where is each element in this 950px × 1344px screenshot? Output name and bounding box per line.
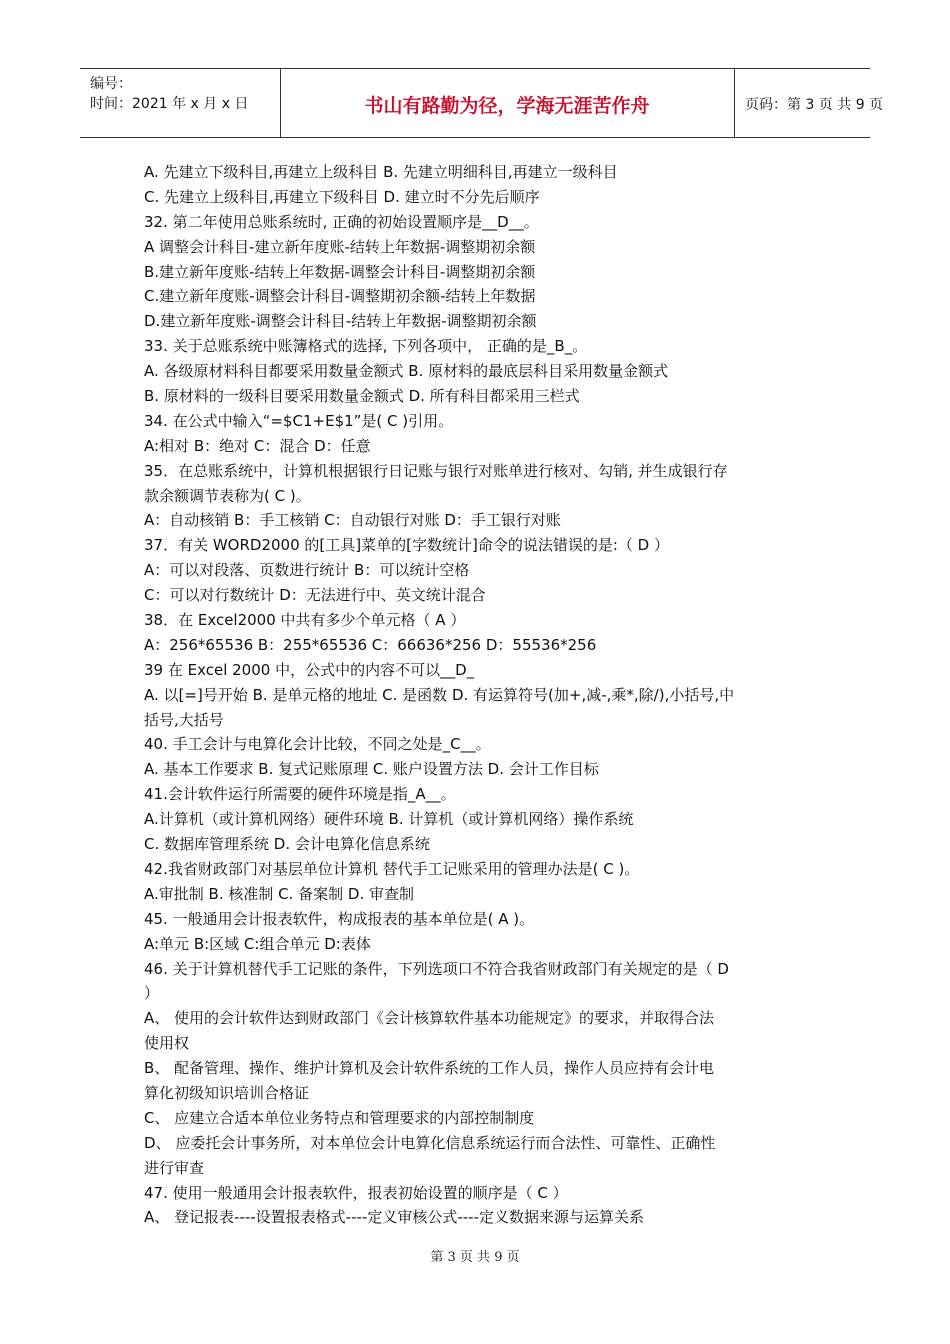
text-line: C：可以对行数统计 D：无法进行中、英文统计混合 xyxy=(144,586,486,605)
question-38: 38．在 Excel2000 中共有多少个单元格（ A ） xyxy=(144,611,466,630)
text-line: 括号,大括号 xyxy=(144,710,224,729)
header-motto-cell xyxy=(280,69,735,137)
document-body xyxy=(144,160,824,1230)
text-line: B. 原材料的一级科目要采用数量金额式 D. 所有科目都采用三栏式 xyxy=(144,387,580,406)
question-40: 40. 手工会计与电算化会计比较，不同之处是_C__。 xyxy=(144,735,491,754)
text-line: A：256*65536 B：255*65536 C：66636*256 D：55536*256 xyxy=(144,635,597,654)
document-number-label: 编号： xyxy=(90,76,132,92)
page-header xyxy=(80,68,884,138)
text-line: A 调整会计科目-建立新年度账-结转上年数据-调整期初余额 xyxy=(144,237,536,256)
text-line: C. 数据库管理系统 D. 会计电算化信息系统 xyxy=(144,835,430,854)
question-47: 47. 使用一般通用会计报表软件，报表初始设置的顺序是（ C ） xyxy=(144,1183,568,1202)
question-32: 32. 第二年使用总账系统时, 正确的初始设置顺序是__D__。 xyxy=(144,212,539,231)
header-left-cell xyxy=(80,69,281,137)
text-line: A. 以[=]号开始 B. 是单元格的地址 C. 是函数 D. 有运算符号(加+,减-,乘*,除/),小括号,中 xyxy=(144,685,735,704)
text-line: C. 先建立上级科目,再建立下级科目 D. 建立时不分先后顺序 xyxy=(144,187,540,206)
text-line: A. 各级原材料科目都要采用数量金额式 B. 原材料的最底层科目采用数量金额式 xyxy=(144,362,669,381)
text-line: C、 应建立合适本单位业务特点和管理要求的内部控制制度 xyxy=(144,1108,535,1127)
question-45: 45. 一般通用会计报表软件，构成报表的基本单位是( A )。 xyxy=(144,909,535,928)
header-motto: 书山有路勤为径，学海无涯苦作舟 xyxy=(364,95,650,117)
text-line: A.计算机（或计算机网络）硬件环境 B. 计算机（或计算机网络）操作系统 xyxy=(144,810,634,829)
text-line: A.审批制 B. 核准制 C. 备案制 D. 审查制 xyxy=(144,884,414,903)
question-39: 39 在 Excel 2000 中，公式中的内容不可以__D_ xyxy=(144,660,475,679)
question-42: 42.我省财政部门对基层单位计算机 替代手工记账采用的管理办法是( C )。 xyxy=(144,859,640,878)
text-line: A、 使用的会计软件达到财政部门《会计核算软件基本功能规定》的要求，并取得合法 xyxy=(144,1009,715,1028)
text-line: D、 应委托会计事务所，对本单位会计电算化信息系统运行而合法性、可靠性、正确性 xyxy=(144,1133,716,1152)
question-34: 34. 在公式中输入“=$C1+E$1”是( C )引用。 xyxy=(144,411,454,430)
text-line: A:单元 B:区域 C:组合单元 D:表体 xyxy=(144,934,371,953)
text-line: A、 登记报表----设置报表格式----定义审核公式----定义数据来源与运算关系 xyxy=(144,1208,644,1227)
text-line: 算化初级知识培训合格证 xyxy=(144,1083,310,1102)
text-line: 款余额调节表称为( C )。 xyxy=(144,486,311,505)
header-right-cell xyxy=(735,69,884,137)
text-line: A：可以对段落、页数进行统计 B：可以统计空格 xyxy=(144,561,470,580)
text-line: C.建立新年度账-调整会计科目-调整期初余额-结转上年数据 xyxy=(144,287,536,306)
question-35: 35．在总账系统中，计算机根据银行日记账与银行对账单进行核对、勾销, 并生成银行存 xyxy=(144,461,728,480)
text-line: A:相对 B：绝对 C：混合 D：任意 xyxy=(144,436,371,455)
text-line: A：自动核销 B：手工核销 C：自动银行对账 D：手工银行对账 xyxy=(144,511,561,530)
question-46: 46. 关于计算机替代手工记账的条件，下列选项口不符合我省财政部门有关规定的是（ D xyxy=(144,959,729,978)
question-37: 37．有关 WORD2000 的[工具]菜单的[字数统计]命令的说法错误的是:（ D ） xyxy=(144,536,669,555)
text-line: B.建立新年度账-结转上年数据-调整会计科目-调整期初余额 xyxy=(144,262,536,281)
text-line: ） xyxy=(144,984,160,1003)
text-line: B、 配备管理、操作、维护计算机及会计软件系统的工作人员，操作人员应持有会计电 xyxy=(144,1059,715,1078)
question-33: 33. 关于总账系统中账簿格式的选择, 下列各项中， 正确的是_B_。 xyxy=(144,337,588,356)
text-line: 进行审查 xyxy=(144,1158,205,1177)
text-line: 使用权 xyxy=(144,1034,190,1053)
text-line: A. 基本工作要求 B. 复式记账原理 C. 账户设置方法 D. 会计工作目标 xyxy=(144,760,599,779)
text-line: D.建立新年度账-调整会计科目-结转上年数据-调整期初余额 xyxy=(144,312,537,331)
page-footer: 第 3 页 共 9 页 xyxy=(430,1250,520,1265)
text-line: A. 先建立下级科目,再建立上级科目 B. 先建立明细科目,再建立一级科目 xyxy=(144,163,618,181)
question-41: 41.会计软件运行所需要的硬件环境是指_A__。 xyxy=(144,785,456,804)
header-page-info: 页码：第 3 页 共 9 页 xyxy=(745,97,884,113)
document-date: 时间：2021 年 x 月 x 日 xyxy=(90,96,249,112)
